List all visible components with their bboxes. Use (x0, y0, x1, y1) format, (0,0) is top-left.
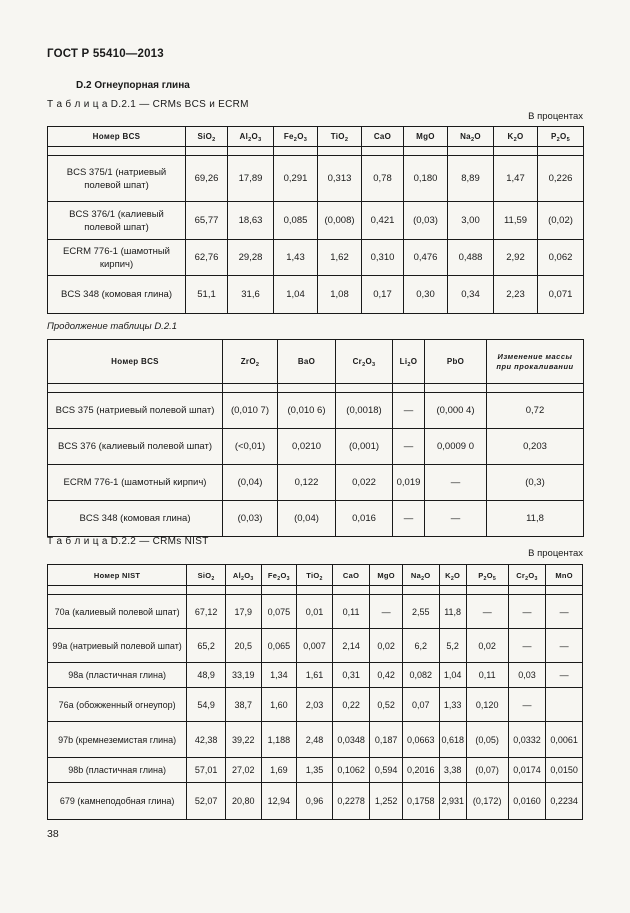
col-header: SiO$_2$ (186, 127, 228, 147)
table-row: 679 (камнеподобная глина) 52,07 20,80 12,94 0,96 0,2278 1,252 0,1758 2,931 (0,172) 0,0160 0,2234 (48, 783, 583, 820)
col-header: $Na_2O$ (402, 565, 439, 586)
row-name: 98b (пластичная глина) (48, 758, 187, 783)
col-header: Номер BCS (48, 127, 186, 147)
table-row: 98b (пластичная глина) 57,01 27,02 1,69 1,35 0,1062 0,594 0,2016 3,38 (0,07) 0,0174 0,0150 (48, 758, 583, 783)
row-name: BCS 348 (комовая глина) (48, 276, 186, 314)
table-header-row (48, 340, 584, 384)
row-name: ECRM 776-1 (шамотный кирпич) (48, 240, 186, 276)
table-row: 70a (калиевый полевой шпат) 67,12 17,9 0,075 0,01 0,11 — 2,55 11,8 — — — (48, 595, 583, 629)
row-name: BCS 375/1 (натриевый полевой шпат) (48, 156, 186, 202)
row-name: 97b (кремнеземистая глина) (48, 722, 187, 758)
table-row: BCS 376/1 (калиевый полевой шпат) 65,77 18,63 0,085 (0,008) 0,421 (0,03) 3,00 11,59 (0,02) (48, 202, 584, 240)
row-name: 76a (обожженный огнеупор) (48, 688, 187, 722)
table-row: 97b (кремнеземистая глина) 42,38 39,22 1,188 2,48 0,0348 0,187 0,0663 0,618 (0,05) 0,0332 0,0061 (48, 722, 583, 758)
col-header: SiO$_2$ (187, 565, 226, 586)
row-name: BCS 376 (калиевый полевой шпат) (48, 429, 223, 465)
col-header: ZrO$_2$ (223, 340, 278, 384)
table-row: ECRM 776-1 (шамотный кирпич) 62,76 29,28 1,43 1,62 0,310 0,476 0,488 2,92 0,062 (48, 240, 584, 276)
col-header: $K_2O$ (439, 565, 466, 586)
col-header: $P_2O_5$ (538, 127, 584, 147)
row-name: 99a (натриевый полевой шпат) (48, 629, 187, 663)
col-header: $Cr_2O_3$ (508, 565, 546, 586)
table-row: 98a (пластичная глина) 48,9 33,19 1,34 1,61 0,31 0,42 0,082 1,04 0,11 0,03 — (48, 663, 583, 688)
row-name: ECRM 776-1 (шамотный кирпич) (48, 465, 223, 501)
table-row: BCS 375/1 (натриевый полевой шпат) 69,26 17,89 0,291 0,313 0,78 0,180 8,89 1,47 0,226 (48, 156, 584, 202)
row-name: BCS 376/1 (калиевый полевой шпат) (48, 202, 186, 240)
col-header: PbO (425, 340, 487, 384)
table-d22 (47, 564, 583, 820)
col-header: MgO (370, 565, 402, 586)
table-header-row (48, 565, 583, 586)
col-header: Номер BCS (48, 340, 223, 384)
col-header: $Cr_2O_3$ (336, 340, 393, 384)
section-title: D.2 Огнеупорная глина (76, 80, 190, 91)
table-continuation-caption: Продолжение таблицы D.2.1 (47, 321, 178, 332)
table2-units: В процентах (528, 548, 583, 559)
col-header: CaO (332, 565, 370, 586)
col-header: $Li_2O$ (393, 340, 425, 384)
table-row: BCS 348 (комовая глина) (0,03) (0,04) 0,016 — — 11,8 (48, 501, 584, 537)
row-name: 679 (камнеподобная глина) (48, 783, 187, 820)
table-row: 99a (натриевый полевой шпат) 65,2 20,5 0,065 0,007 2,14 0,02 6,2 5,2 0,02 — — (48, 629, 583, 663)
row-name: 70a (калиевый полевой шпат) (48, 595, 187, 629)
col-header: $P_2O_5$ (466, 565, 508, 586)
table-row: 76a (обожженный огнеупор) 54,9 38,7 1,60 2,03 0,22 0,52 0,07 1,33 0,120 — (48, 688, 583, 722)
table1-units: В процентах (528, 111, 583, 122)
col-header: Изменение массы при прокаливании (487, 340, 584, 384)
col-header: TiO$_2$ (297, 565, 333, 586)
col-header: $Fe_2O_3$ (261, 565, 297, 586)
document-code: ГОСТ Р 55410—2013 (47, 48, 164, 60)
row-name: BCS 375 (натриевый полевой шпат) (48, 393, 223, 429)
col-header: MnO (546, 565, 583, 586)
table-header-row (48, 127, 584, 147)
col-header: BaO (278, 340, 336, 384)
table-row: BCS 348 (комовая глина) 51,1 31,6 1,04 1,08 0,17 0,30 0,34 2,23 0,071 (48, 276, 584, 314)
row-name: 98a (пластичная глина) (48, 663, 187, 688)
col-header: $K_2O$ (494, 127, 538, 147)
table2-caption: Т а б л и ц а D.2.2 — CRMs NIST (47, 536, 209, 547)
table-d21-continued (47, 339, 584, 537)
col-header: CaO (362, 127, 404, 147)
table-row: ECRM 776-1 (шамотный кирпич) (0,04) 0,122 0,022 0,019 — (0,3) (48, 465, 584, 501)
row-name: BCS 348 (комовая глина) (48, 501, 223, 537)
table-row: BCS 375 (натриевый полевой шпат) (0,010 7) (0,010 6) (0,0018) — (0,000 4) 0,72 (48, 393, 584, 429)
col-header: TiO$_2$ (318, 127, 362, 147)
col-header: $Fe_2O_3$ (274, 127, 318, 147)
col-header: $Na_2O$ (448, 127, 494, 147)
page-number: 38 (47, 828, 59, 840)
table-row: BCS 376 (калиевый полевой шпат) (<0,01) 0,0210 (0,001) — 0,0009 0 0,203 (48, 429, 584, 465)
col-header: $Al_2O_3$ (225, 565, 261, 586)
table1-caption: Т а б л и ц а D.2.1 — CRMs BCS и ECRM (47, 99, 249, 110)
col-header: $Al_2O_3$ (228, 127, 274, 147)
col-header: Номер NIST (48, 565, 187, 586)
table-d21 (47, 126, 584, 314)
col-header: MgO (404, 127, 448, 147)
